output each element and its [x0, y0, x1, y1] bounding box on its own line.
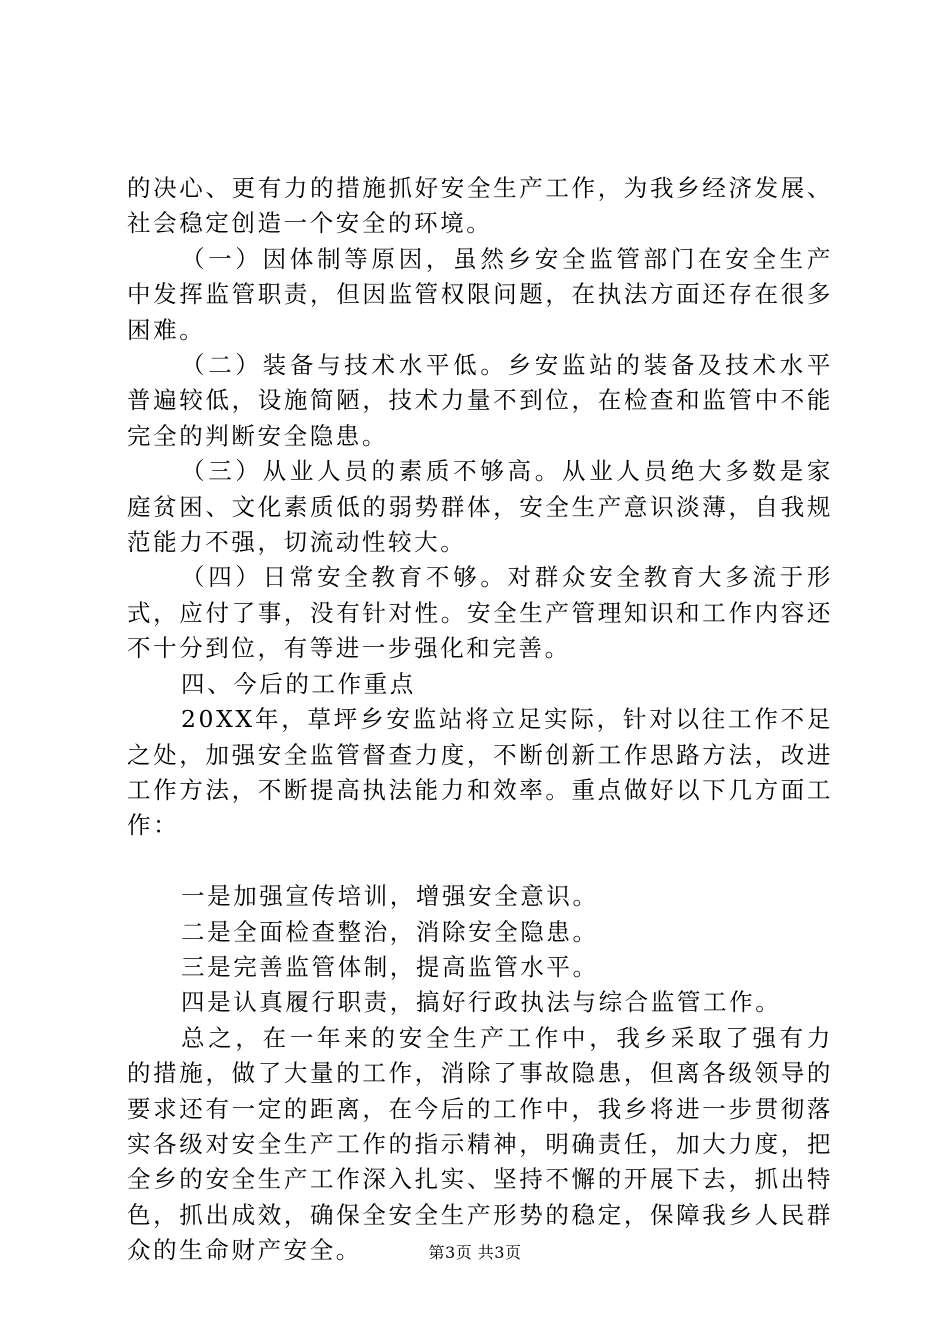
paragraph-conclusion: 总之，在一年来的安全生产工作中，我乡采取了强有力的措施，做了大量的工作，消除了事故隐患，但离各级领导的要求还有一定的距离，在今后的工作中，我乡将进一步贯彻落实各级对安全生产工作的指示精神，明确责任，加大力度，把全乡的安全生产工作深入扎实、坚持不懈的开展下去，抓出特色，抓出成效，确保全安全生产形势的稳定，保障我乡人民群众的生命财产安全。: [127, 1023, 833, 1265]
blank-line: [127, 844, 833, 879]
list-item-2: 二是全面检查整治，消除安全隐患。: [181, 917, 599, 946]
document-body: [127, 171, 833, 1269]
paragraph-issue-3: （三）从业人员的素质不够高。从业人员绝大多数是家庭贫困、文化素质低的弱势群体，安全生产意识淡薄，自我规范能力不强，切流动性较大。: [127, 457, 833, 557]
list-item-4: 四是认真履行职责，搞好行政执法与综合监管工作。: [181, 988, 782, 1017]
page-number-footer: 第3页 共3页: [428, 1243, 522, 1262]
section-heading-future-work: 四、今后的工作重点: [181, 669, 416, 698]
paragraph-issue-2: （二）装备与技术水平低。乡安监站的装备及技术水平普遍较低，设施简陋，技术力量不到位，在检查和监管中不能完全的判断安全隐患。: [127, 351, 833, 450]
paragraph-future-plan: 20XX年，草坪乡安监站将立足实际，针对以往工作不足之处，加强安全监管督查力度，不断创新工作思路方法，改进工作方法，不断提高执法能力和效率。重点做好以下几方面工作：: [127, 705, 833, 840]
list-item-3: 三是完善监管体制，提高监管水平。: [181, 952, 599, 981]
paragraph-issue-4: （四）日常安全教育不够。对群众安全教育大多流于形式，应付了事，没有针对性。安全生产管理知识和工作内容还不十分到位，有等进一步强化和完善。: [127, 563, 833, 663]
paragraph-intro-continuation: 的决心、更有力的措施抓好安全生产工作，为我乡经济发展、社会稳定创造一个安全的环境。: [127, 174, 833, 238]
list-item-1: 一是加强宣传培训，增强安全意识。: [181, 882, 599, 911]
paragraph-issue-1: （一）因体制等原因，虽然乡安全监管部门在安全生产中发挥监管职责，但因监管权限问题，在执法方面还存在很多困难。: [127, 244, 833, 344]
